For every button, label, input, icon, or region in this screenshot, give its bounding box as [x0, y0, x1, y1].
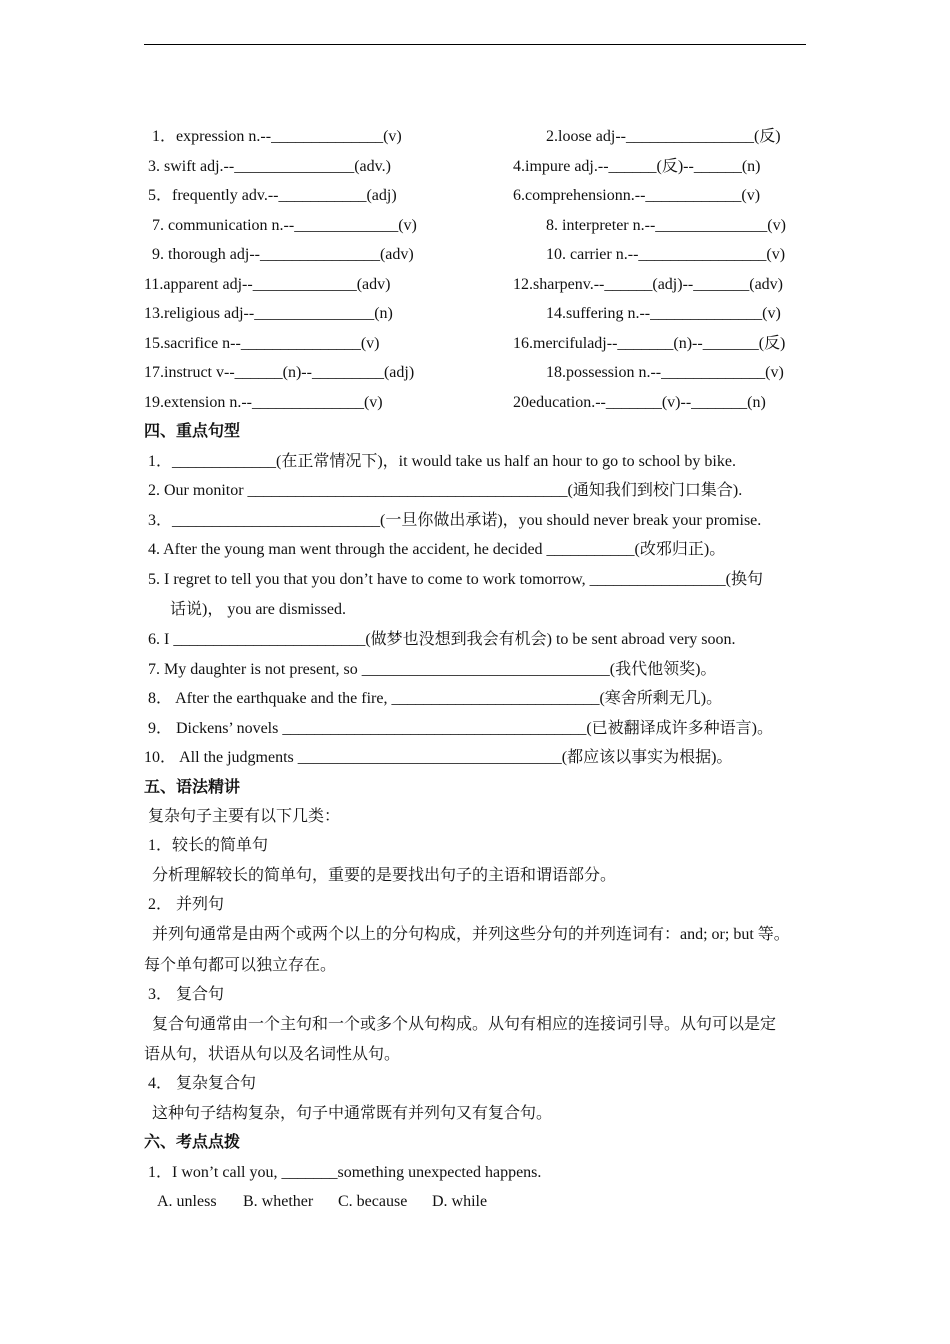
word-item: 13.religious adj--_______________(n) — [144, 305, 393, 322]
sentence-item: 4. After the young man went through the accident, he decided ___________(改邪归正)。 — [148, 541, 726, 558]
question-option: C. because — [338, 1193, 408, 1210]
sentence-item: 6. I ________________________(做梦也没想到我会有机会) to be sent abroad very soon. — [148, 631, 736, 648]
word-item: 16.mercifuladj--_______(n)--_______(反) — [513, 335, 786, 352]
section-heading: 六、考点点拨 — [144, 1134, 241, 1151]
sentence-item: 1．_____________(在正常情况下)，it would take us half an hour to go to school by bike. — [148, 453, 736, 470]
sentence-item: 3．__________________________(一旦你做出承诺)，you should never break your promise. — [148, 512, 762, 529]
word-item: 2.loose adj--________________(反) — [546, 128, 781, 145]
word-item: 19.extension n.--______________(v) — [144, 394, 383, 411]
grammar-line: 3． 复合句 — [148, 986, 225, 1003]
sentence-item: 8． After the earthquake and the fire, __________________________(寒舍所剩无几)。 — [148, 690, 723, 707]
word-item: 8. interpreter n.--______________(v) — [546, 217, 786, 234]
word-item: 10. carrier n.--________________(v) — [546, 246, 786, 263]
grammar-line: 4． 复杂复合句 — [148, 1075, 257, 1092]
question-option: D. while — [432, 1193, 488, 1210]
word-item: 11.apparent adj--_____________(adv) — [144, 276, 391, 293]
sentence-item: 5. I regret to tell you that you don’t have to come to work tomorrow, _________________(换句 — [148, 571, 764, 588]
section-heading: 四、重点句型 — [144, 423, 241, 440]
word-item: 12.sharpenv.--______(adj)--_______(adv) — [513, 276, 783, 293]
word-item: 20education.--_______(v)--_______(n) — [513, 394, 766, 411]
sentence-item: 10． All the judgments _________________________________(都应该以事实为根据)。 — [144, 749, 733, 766]
grammar-line: 2． 并列句 — [148, 896, 225, 913]
grammar-line: 1．较长的简单句 — [148, 837, 269, 854]
section-heading: 五、语法精讲 — [144, 779, 241, 796]
word-item: 3. swift adj.--_______________(adv.) — [148, 158, 391, 175]
sentence-item-continued: 话说)， you are dismissed. — [170, 601, 346, 618]
grammar-line: 这种句子结构复杂，句子中通常既有并列句又有复合句。 — [152, 1105, 553, 1122]
word-item: 6.comprehensionn.--____________(v) — [513, 187, 761, 204]
word-item: 18.possession n.--_____________(v) — [546, 364, 784, 381]
question-option: A. unless — [157, 1193, 217, 1210]
word-item: 4.impure adj.--______(反)--______(n) — [513, 158, 761, 175]
word-item: 5．frequently adv.--___________(adj) — [148, 187, 397, 204]
word-item: 17.instruct v--______(n)--_________(adj) — [144, 364, 415, 381]
word-item: 7. communication n.--_____________(v) — [152, 217, 417, 234]
sentence-item: 2. Our monitor ________________________________________(通知我们到校门口集合). — [148, 482, 743, 499]
sentence-item: 7. My daughter is not present, so _______________________________(我代他领奖)。 — [148, 661, 717, 678]
grammar-line: 复合句通常由一个主句和一个或多个从句构成。从句有相应的连接词引导。从句可以是定 — [152, 1016, 777, 1033]
word-item: 9. thorough adj--_______________(adv) — [152, 246, 414, 263]
grammar-line: 每个单句都可以独立存在。 — [144, 957, 337, 974]
word-item: 1．expression n.--______________(v) — [152, 128, 402, 145]
grammar-line: 复杂句子主要有以下几类： — [148, 808, 341, 825]
grammar-line: 并列句通常是由两个或两个以上的分句构成，并列这些分句的并列连词有：and; or; but 等。 — [152, 926, 790, 943]
word-item: 15.sacrifice n--_______________(v) — [144, 335, 380, 352]
word-item: 14.suffering n.--______________(v) — [546, 305, 781, 322]
grammar-line: 语从句，状语从句以及名词性从句。 — [144, 1046, 401, 1063]
grammar-line: 分析理解较长的简单句，重要的是要找出句子的主语和谓语部分。 — [152, 867, 617, 884]
question-option: B. whether — [243, 1193, 314, 1210]
question-stem: 1．I won’t call you, _______something unexpected happens. — [148, 1164, 542, 1181]
sentence-item: 9． Dickens’ novels ______________________________________(已被翻译成许多种语言)。 — [148, 720, 774, 737]
